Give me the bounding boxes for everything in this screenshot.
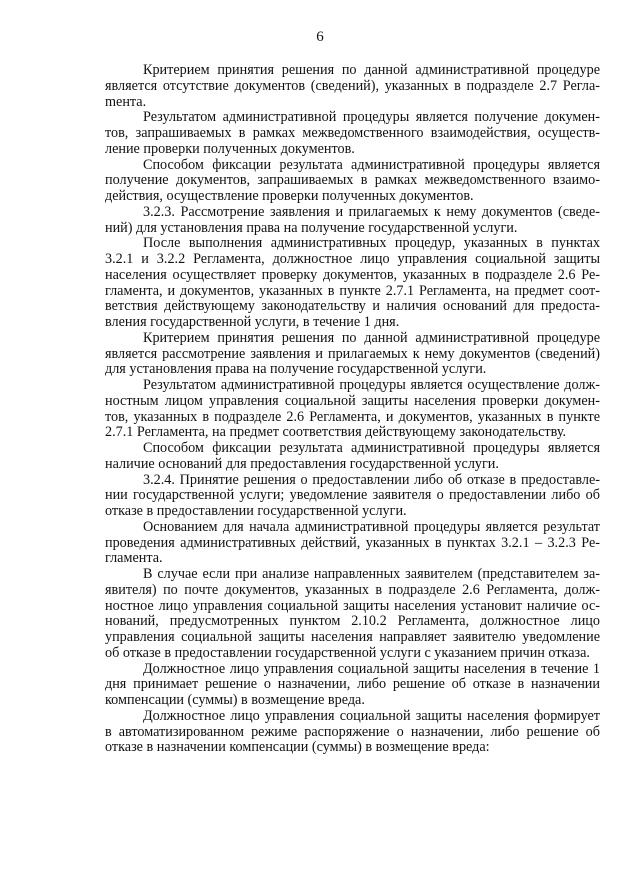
paragraph-decision-one-day: Должностное лицо управления социальной защиты населения в течение 1 дня принимает решение о назначении, либо решение об отказе в назначении компенсации (суммы) в возмещение вреда. <box>105 660 600 708</box>
section-heading-3-2-4: 3.2.4. Принятие решения о предоставлении либо об отказе в предоставлении государственной услуги; уведомление заявителя о предоставлении либо об отказе в предоставлении государственной услуги. <box>105 471 600 519</box>
section-heading-3-2-3: 3.2.3. Рассмотрение заявления и прилагаемых к нему документов (сведений) для установления права на получение государственной услуги. <box>105 203 600 236</box>
paragraph-result-1: Результатом административной процедуры является получение документов, запрашиваемых в рамках межведомственного взаимодействия, осуществление проверки полученных документов. <box>105 109 600 157</box>
paragraph-automated-order: Должностное лицо управления социальной защиты населения формирует в автоматизированном режиме распоряжение о назначении, либо решение об отказе в назначении компенсации (суммы) в возмещение вреда: <box>105 707 600 756</box>
paragraph-fixation-method-1: Способом фиксации результата административной процедуры является получение документов, запрашиваемых в рамках межведомственного взаимодействия, осуществление проверки полученных документов. <box>105 156 600 204</box>
paragraph-decision-criterion-1: Критерием принятия решения по данной административной процедуре является отсутствие документов (сведений), указанных в подразделе 2.7 Реглаmента. <box>105 62 600 110</box>
page-number: 6 <box>316 29 324 45</box>
paragraph-result-2: Результатом административной процедуры является осуществление должностным лицом управления социальной защиты населения проверки документов, указанных в подразделе 2.6 Регламента, и документов, указанных в пункте 2.7.1 Регламента, на предмет соответствия действующему законодательству. <box>105 377 600 441</box>
document-body <box>105 63 600 756</box>
paragraph-refusal-case: В случае если при анализе направленных заявителем (представителем заявителя) по почте документов, указанных в подразделе 2.6 Регламента, должностное лицо управления социальной защиты населения установит наличие оснований, предусмотренных пунктом 2.10.2 Регламента, должностное лицо управления социальной защиты населения направляет заявителю уведомление об отказе в предоставлении государственной услуги с указанием причин отказа. <box>105 566 600 661</box>
paragraph-after-procedures: После выполнения административных процедур, указанных в пунктах 3.2.1 и 3.2.2 Регламента, должностное лицо управления социальной защиты населения осуществляет проверку документов, указанных в подразделе 2.6 Регламента, и документов, указанных в пункте 2.7.1 Регламента, на предмет соответствия действующему законодательству и наличия оснований для предоставления государственной услуги, в течение 1 дня. <box>105 235 600 330</box>
paragraph-decision-criterion-2: Критерием принятия решения по данной административной процедуре является рассмотрение заявления и прилагаемых к нему документов (сведений) для установления права на получение государственной услуги. <box>105 329 600 378</box>
paragraph-procedure-basis: Основанием для начала административной процедуры является результат проведения административных действий, указанных в пунктах 3.2.1 – 3.2.3 Регламента. <box>105 518 600 567</box>
paragraph-fixation-method-2: Способом фиксации результата административной процедуры является наличие оснований для предоставления государственной услуги. <box>105 440 600 472</box>
